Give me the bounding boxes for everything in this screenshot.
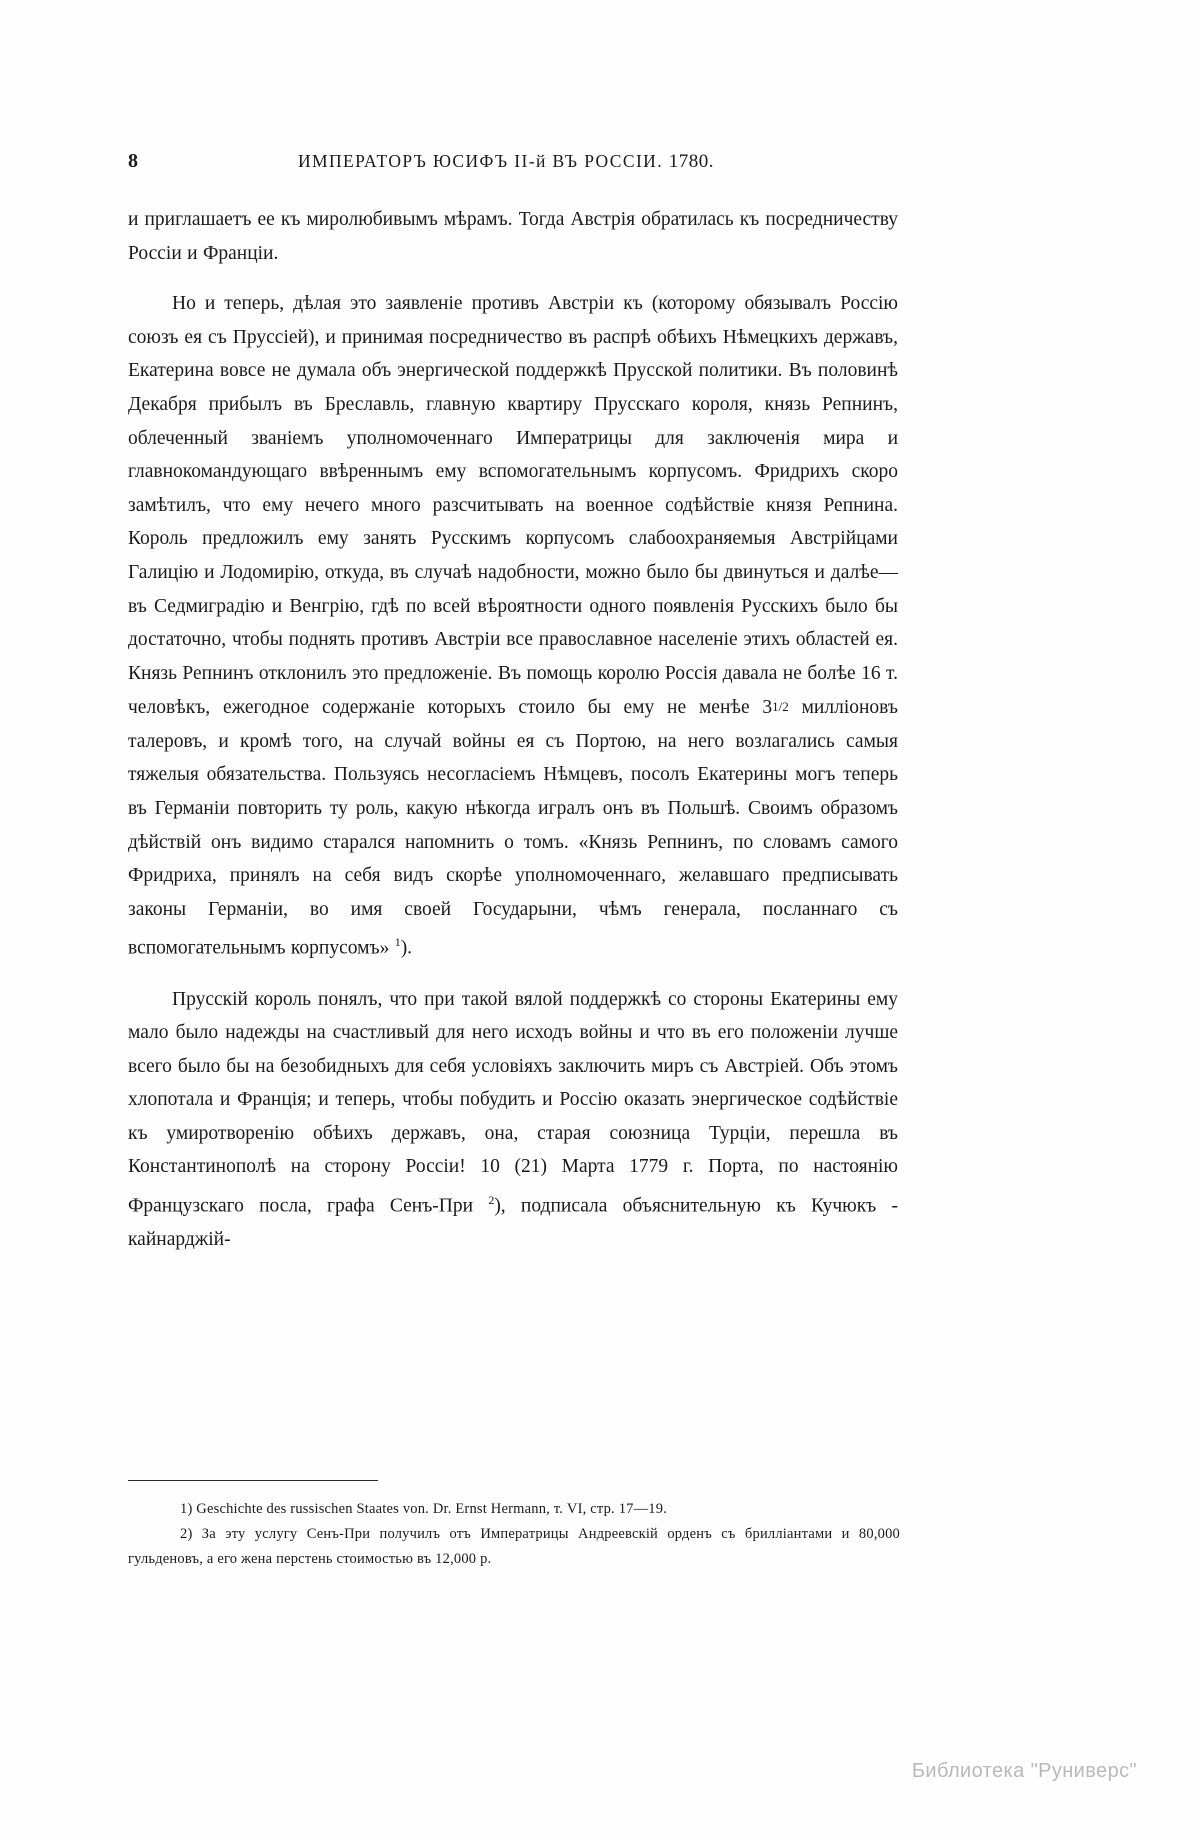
paragraph-3: Прусскій король понялъ, что при такой вялой поддержкѣ со стороны Екатерины ему мало было надежды на счастливый для него исходъ войны и что въ его положеніи лучше всего было бы на безобидныхъ для себя условіяхъ заключить миръ съ Австріей. Объ этомъ хлопотала и Франція; и теперь, чтобы побудить и Россію оказать энергическое содѣйствіе къ умиротворенію обѣихъ державъ, она, старая союзница Турціи, перешла въ Константинополѣ на сторону Россіи! 10 (21) Марта 1779 г. Порта, по настоянію Французскаго посла, графа Сенъ-При $^2$), подписала объяснительную къ Кучюкъ - кайнарджій- [128, 988, 898, 1251]
library-watermark: Библиотека "Руниверс" [911, 1760, 1137, 1782]
footnote-2: 2) За эту услугу Сенъ-При получилъ отъ Императрицы Андреевскій орденъ съ бриллiантами и 80,000 гульденовъ, а его жена перстень стоимостью въ 12,000 р. [128, 1526, 900, 1567]
page-number: 8 [128, 150, 139, 172]
paragraph-1: и приглашаетъ ее къ миролюбивымъ мѣрамъ. Тогда Австрія обратилась къ посредничеству Россіи и Франціи. [128, 209, 898, 264]
footnote-area [128, 1497, 900, 1572]
paragraph-2: Но и теперь, дѣлая это заявленіе противъ Австріи къ (которому обязывалъ Россію союзъ ея съ Пруссіей), и принимая посредничество въ распрѣ обѣихъ Нѣмецкихъ державъ, Екатерина вовсе не думала объ энергической поддержкѣ Прусской политики. Въ половинѣ Декабря прибылъ въ Бреславль, главную квартиру Прусскаго короля, князь Репнинъ, облеченный званіемъ уполномоченнаго Императрицы для заключенія мира и главнокомандующаго ввѣреннымъ ему вспомогательнымъ корпусомъ. Фридрихъ скоро замѣтилъ, что ему нечего много разсчитывать на военное содѣйствіе князя Репнина. Король предложилъ ему занять Русскимъ корпусомъ слабоохраняемыя Австрійцами Галицію и Лодомирію, откуда, въ случаѣ надобности, можно было бы двинуться и далѣе—въ Седмиградію и Венгрію, гдѣ по всей вѣроятности одного появленія Русскихъ было бы достаточно, чтобы поднять противъ Австріи все православное населеніе этихъ областей ея. Князь Репнинъ отклонилъ это предложеніе. Въ помощь королю Россія давала не болѣе 16 т. человѣкъ, ежегодное содержаніе которыхъ стоило бы ему не менѣе 31/2 милліоновъ талеровъ, и кромѣ того, на случай войны ея съ Портою, на него возлагались самыя тяжелыя обязательства. Пользуясь несогласіемъ Нѣмцевъ, посолъ Екатерины могъ теперь въ Германіи повторить ту роль, какую нѣкогда игралъ онъ въ Польшѣ. Своимъ образомъ дѣйствій онъ видимо старался напомнить о томъ. «Князь Репнинъ, по словамъ самого Фридриха, принялъ на себя видъ скорѣе уполномоченнаго, желавшаго предписывать законы Германіи, во имя своей Государыни, чѣмъ генерала, посланнаго съ вспомогательнымъ корпусомъ» $^1$). [128, 293, 898, 959]
running-head-title: ИМПЕРАТОРЪ ЮСИФЪ II-й ВЪ РОССІИ. [297, 151, 663, 171]
page-header [128, 150, 898, 173]
running-head-year: 1780. [668, 151, 715, 172]
footnote-1: 1) Geschichte des russischen Staates von. Dr. Ernst Hermann, т. VI, стр. 17—19. [180, 1501, 668, 1517]
page-content [128, 150, 898, 1257]
running-head [158, 151, 898, 173]
footnote-divider [128, 1480, 378, 1481]
